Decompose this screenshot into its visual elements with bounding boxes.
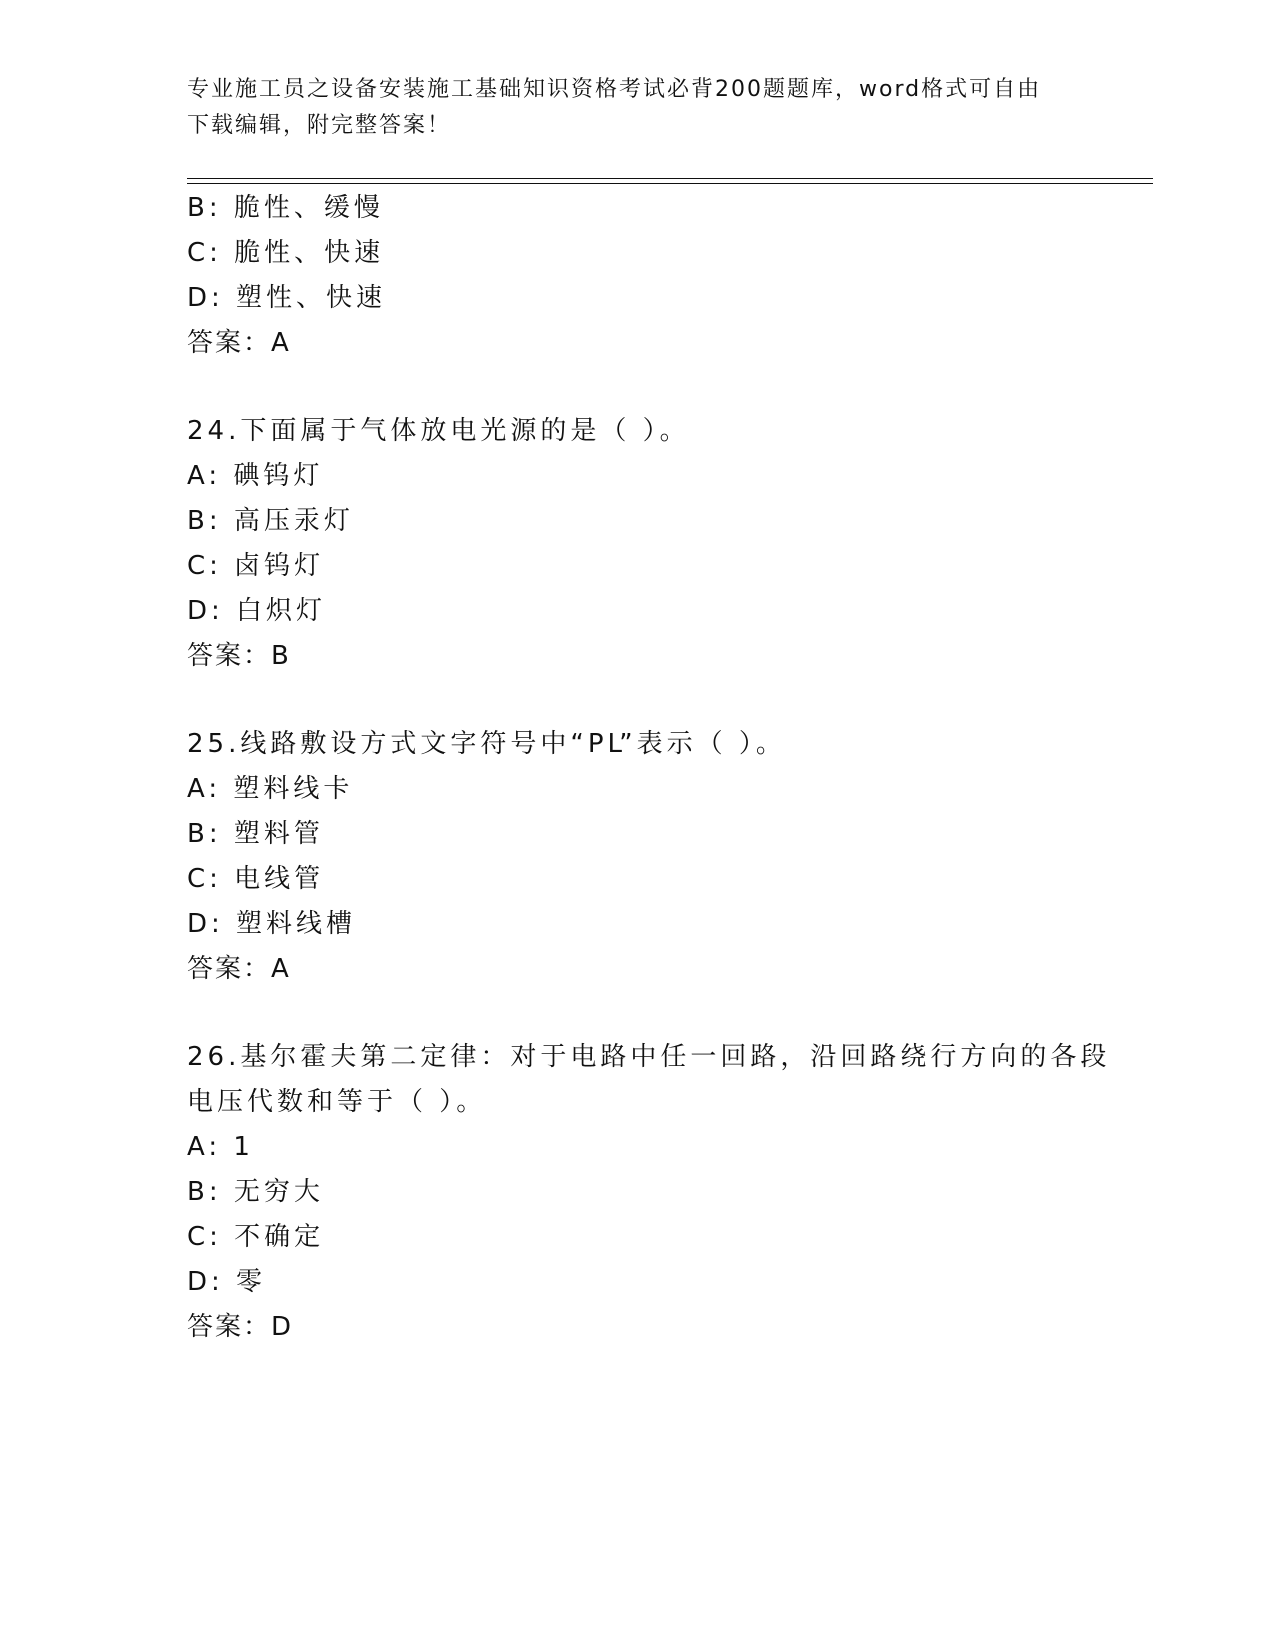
q24-option-b: B: 高压汞灯 — [187, 506, 354, 536]
q26-stem-line-1: 26.基尔霍夫第二定律：对于电路中任一回路，沿回路绕行方向的各段 — [187, 1042, 1111, 1072]
q26-option-a: A: 1 — [187, 1132, 254, 1162]
q24-option-a: A: 碘钨灯 — [187, 461, 324, 491]
q25-option-d: D: 塑料线槽 — [187, 909, 357, 939]
prev-option-c: C: 脆性、快速 — [187, 238, 385, 268]
q25-option-c: C: 电线管 — [187, 864, 325, 894]
q24-stem: 24.下面属于气体放电光源的是（ ）。 — [187, 416, 690, 446]
document-header — [187, 72, 1077, 144]
prev-option-b: B: 脆性、缓慢 — [187, 193, 384, 223]
q26-option-c: C: 不确定 — [187, 1222, 325, 1252]
q26-stem-line-2: 电压代数和等于（ ）。 — [187, 1087, 487, 1117]
q24-option-c: C: 卤钨灯 — [187, 551, 325, 581]
header-line-2: 下载编辑，附完整答案！ — [187, 113, 452, 138]
header-line-1: 专业施工员之设备安装施工基础知识资格考试必背200题题库，word格式可自由 — [187, 77, 1042, 102]
q25-answer: 答案：A — [187, 954, 291, 984]
header-divider-top — [187, 178, 1153, 179]
q24-answer: 答案：B — [187, 641, 291, 671]
q25-option-a: A: 塑料线卡 — [187, 774, 354, 804]
q25-stem: 25.线路敷设方式文字符号中“PL”表示（ ）。 — [187, 729, 786, 759]
q26-option-d: D: 零 — [187, 1267, 267, 1297]
q25-option-b: B: 塑料管 — [187, 819, 324, 849]
q26-answer: 答案：D — [187, 1312, 294, 1342]
q26-option-b: B: 无穷大 — [187, 1177, 324, 1207]
q24-option-d: D: 白炽灯 — [187, 596, 327, 626]
prev-answer: 答案：A — [187, 328, 291, 358]
prev-option-d: D: 塑性、快速 — [187, 283, 387, 313]
header-divider-bottom — [187, 183, 1153, 184]
